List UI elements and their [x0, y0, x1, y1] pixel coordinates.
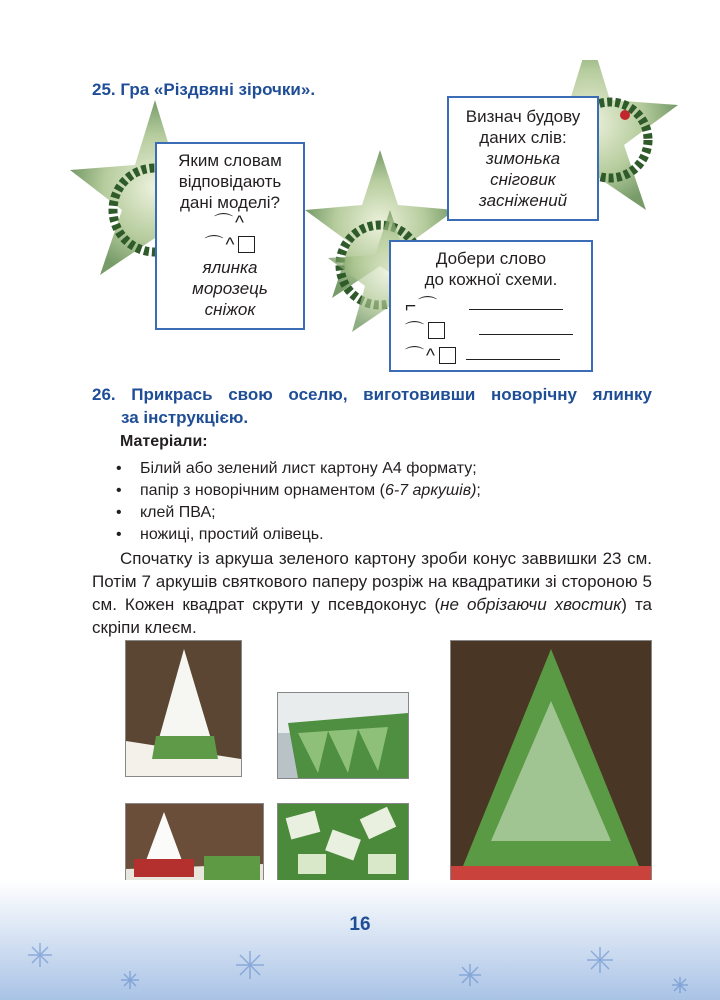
photo-finished-tree: [450, 640, 652, 886]
box2-q-line2: даних слів:: [479, 128, 567, 147]
photo-cone-base: [125, 640, 242, 777]
square-icon: [428, 322, 445, 339]
box3-scheme2: ⌒: [405, 321, 427, 342]
material-text: клей ПВА;: [140, 504, 216, 521]
ex25-box-schemes: [389, 240, 593, 372]
box1-word1: ялинка: [202, 258, 258, 277]
box1-q-line3: дані моделі?: [180, 193, 280, 212]
bullet-icon: •: [116, 526, 122, 543]
instruction-text: ) та скріпи клеєм.: [92, 595, 653, 637]
page-number: 16: [349, 914, 371, 935]
ex26-heading: [92, 383, 652, 429]
box3-scheme3: ⌒^: [405, 346, 437, 367]
materials-label: Матеріали:: [120, 433, 208, 450]
materials-list: [110, 458, 650, 546]
list-item: [110, 480, 650, 502]
box2-word3: засніжений: [478, 191, 568, 210]
instruction-text-italic: не обрізаючи хвостик: [440, 595, 622, 614]
instruction-paragraph: [92, 547, 652, 639]
ex26-heading-line2: за інструкцією.: [121, 408, 249, 427]
box2-q-line1: Визнач будову: [465, 107, 581, 126]
box3-scheme1: ⌐⌒: [405, 296, 440, 317]
box3-row3: [405, 346, 591, 371]
box1-word3: сніжок: [204, 300, 256, 319]
box3-row2: [405, 321, 591, 346]
ex25-heading: 25. Гра «Різдвяні зірочки».: [92, 80, 316, 99]
box1-scheme2-row: [157, 235, 303, 257]
box1-q-line2: відповідають: [178, 172, 282, 191]
ex25-box-models: [155, 142, 305, 330]
box3-q-line1: Добери слово: [435, 249, 547, 268]
answer-line: [469, 309, 563, 310]
box1-q-line1: Яким словам: [178, 151, 282, 170]
answer-line: [479, 334, 573, 335]
material-text: ножиці, простий олівець.: [140, 526, 324, 543]
ex25-box-structure: [447, 96, 599, 221]
box3-row1: [405, 296, 591, 321]
bullet-icon: •: [116, 482, 122, 499]
photo-first-row: [277, 692, 409, 779]
box2-word2: сніговик: [490, 170, 556, 189]
material-text: Білий або зелений лист картону А4 формату;: [140, 460, 477, 477]
box1-scheme1: ⌒^: [214, 213, 246, 234]
material-text: ;: [476, 482, 481, 499]
list-item: [110, 458, 650, 480]
snowflake-background: [0, 880, 720, 1000]
list-item: [110, 524, 650, 546]
instruction-text: Спочатку із аркуша зеленого картону зроби конус заввишки 23 см. Потім 7 аркушів святкового паперу розріж на квадратики зі стороною 5 см. Кожен квадрат скрути у псевдоконус (: [92, 549, 652, 614]
material-text-italic: 6-7 аркушів): [384, 482, 477, 499]
photo-folded-squares: [277, 803, 409, 887]
bullet-icon: •: [116, 504, 122, 521]
box1-word2: морозець: [192, 279, 268, 298]
box1-scheme2: ⌒^: [204, 235, 237, 256]
ex26-heading-line1: 26. Прикрась свою оселю, виготовивши новорічну ялинку: [92, 385, 652, 404]
answer-line: [466, 359, 560, 360]
star-decorations: [0, 60, 720, 400]
box2-word1: зимонька: [485, 149, 561, 168]
material-text: папір з новорічним орнаментом (: [140, 482, 385, 499]
list-item: [110, 502, 650, 524]
bullet-icon: •: [116, 460, 122, 477]
square-icon: [238, 236, 255, 253]
box3-q-line2: до кожної схеми.: [424, 270, 558, 289]
photo-cone-with-tier: [125, 803, 264, 887]
square-icon: [439, 347, 456, 364]
